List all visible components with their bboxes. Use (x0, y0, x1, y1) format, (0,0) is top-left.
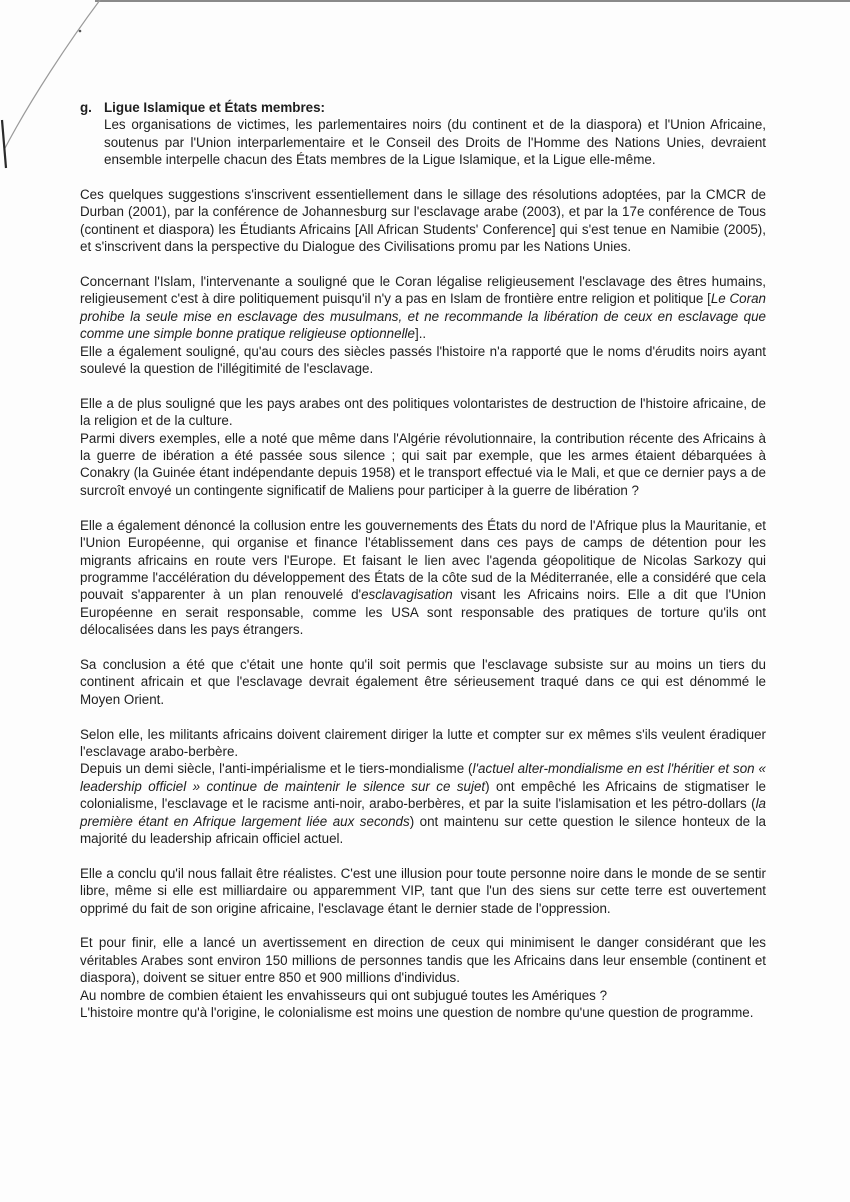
paragraph-islam-text: Concernant l'Islam, l'intervenante a souligné que le Coran légalise religieusement l'esclavage des êtres humains, religieusement c'est à dire politiquement puisqu'il n'y a pas en Islam de frontière entre religion et politique [ (80, 274, 766, 307)
paragraph-islam-italic: Le Coran prohibe la seule mise en esclavage des musulmans, et ne recommande la libération de ceux en esclavage que comme une simple bonne pratique religieuse optionnelle (80, 291, 766, 342)
section-body: Les organisations de victimes, les parlementaires noirs (du continent et de la diaspora) et l'Union Africaine, soutenus par l'Union interparlementaire et le Conseil des Droits de l'Homme des Nations Unies, devraient ensemble interpelle chacun des États membres de la Ligue Islamique, et la Ligue elle-même. (104, 117, 766, 168)
paragraph-anti-imperialism-mid: ) ont empêché les Africains de stigmatiser le colonialisme, l'esclavage et le racisme anti-noir, arabo-berbères, et par la suite l'islamisation et les pétro-dollars ( (80, 778, 767, 812)
section-title: Ligue Islamique et États membres: (104, 100, 326, 115)
paragraph-history: L'histoire montre qu'à l'origine, le colonialisme est moins une question de nombre qu'une question de programme. (80, 1005, 754, 1020)
scan-top-edge (95, 0, 850, 2)
paragraph-anti-imperialism-italic-1: l'actuel alter-mondialisme en est l'héritier et son « leadership officiel » continue de maintenir le silence sur ce sujet (80, 761, 766, 794)
paragraph-question: Au nombre de combien étaient les envahisseurs qui ont subjugué toutes les Amériques ? (80, 987, 608, 1003)
paragraph-anti-imperialism-italic-2: la première étant en Afrique largement liée aux seconds (80, 796, 766, 829)
paragraph-destruction: Elle a de plus souligné que les pays arabes ont des politiques volontaristes de destruction de l'histoire africaine, de la religion et de la culture. (80, 395, 766, 429)
paragraph-conclusion: Sa conclusion a été que c'était une honte qu'il soit permis que l'esclavage subsiste sur au moins un tiers du continent africain et que l'esclavage devrait également être sérieusement traqué dans ce qui est dénommé le Moyen Orient. (80, 656, 766, 707)
paragraph-warning: Et pour finir, elle a lancé un avertissement en direction de ceux qui minimisent le danger considérant que les véritables Arabes sont environ 150 millions de personnes tandis que les Africains dans leur ensemble (continent et diaspora), doivent se situer entre 850 et 900 millions d'individus. (80, 935, 766, 986)
paragraph-algeria: Parmi divers exemples, elle a noté que même dans l'Algérie révolutionnaire, la contribution récente des Africains à la guerre de ibération a été passée sous silence ; qui sait par exemple, que les armes étaient débarquées à Conakry (la Guinée étant indépendante depuis 1958) et le transport effectué via le Mali, et que ce dernier pays a de surcroît envoyé un contingente significatif de Maliens pour participer à la guerre de libération ? (80, 430, 766, 498)
paragraph-collusion (80, 517, 766, 639)
paragraph-islam (80, 273, 766, 343)
section-heading (80, 99, 766, 116)
paragraph-anti-imperialism (80, 760, 766, 847)
paragraph-collusion-end: visant les Africains noirs. Elle a dit que l'Union Européenne en serait responsable, comme les USA sont responsable des pratiques de torture qu'ils ont délocalisées dans les pays étrangers. (80, 587, 766, 638)
paragraph-islam-end: ].. (414, 326, 427, 342)
document-body (80, 99, 766, 1021)
paragraph-collusion-italic: esclavagisation (361, 587, 453, 603)
paragraph-collusion-text: Elle a également dénoncé la collusion entre les gouvernements des États du nord de l'Afrique plus la Mauritanie, et l'Union Européenne, qui organise et finance l'établissement dans ces pays de camps de détention pour les migrants africains en route vers l'Europe. Et faisant le lien avec l'agenda géopolitique de Nicolas Sarkozy qui programme l'accélération du développement des États de la côte sud de la Méditerranée, elle a considéré que cela pouvait s'apparenter à un plan renouvelé d' (80, 517, 766, 603)
paragraph-anti-imperialism-end: ) ont maintenu sur cette question le silence honteux de la majorité du leadership africain officiel actuel. (80, 813, 767, 846)
section-letter: g. (80, 100, 92, 115)
paragraph-scholars: Elle a également souligné, qu'au cours des siècles passés l'histoire n'a rapporté que le noms d'érudits noirs ayant soulevé la question de l'illégitimité de l'esclavage. (80, 343, 766, 377)
paragraph-resolutions: Ces quelques suggestions s'inscrivent essentiellement dans le sillage des résolutions adoptées, par la CMCR de Durban (2001), par la conférence de Johannesburg sur l'esclavage arabe (2003), et par la 17e conférence de Tous (continent et diaspora) les Étudiants Africains [All African Students' Conference] qui s'est tenue en Namibie (2005), et s'inscrivent dans la perspective du Dialogue des Civilisations promu par les Nations Unies. (80, 187, 766, 255)
paragraph-anti-imperialism-text: Depuis un demi siècle, l'anti-impérialisme et le tiers-mondialisme ( (80, 761, 473, 777)
paragraph-realism: Elle a conclu qu'il nous fallait être réalistes. C'est une illusion pour toute personne noire dans le monde de se sentir libre, même si elle est milliardaire ou apparemment VIP, tant que l'un des siens sur cette terre est ouvertement opprimé du fait de son origine africaine, l'esclavage étant le dernier stade de l'oppression. (80, 865, 766, 916)
paragraph-militants: Selon elle, les militants africains doivent clairement diriger la lutte et compter sur ex mêmes s'ils veulent éradiquer l'esclavage arabo-berbère. (80, 726, 766, 759)
